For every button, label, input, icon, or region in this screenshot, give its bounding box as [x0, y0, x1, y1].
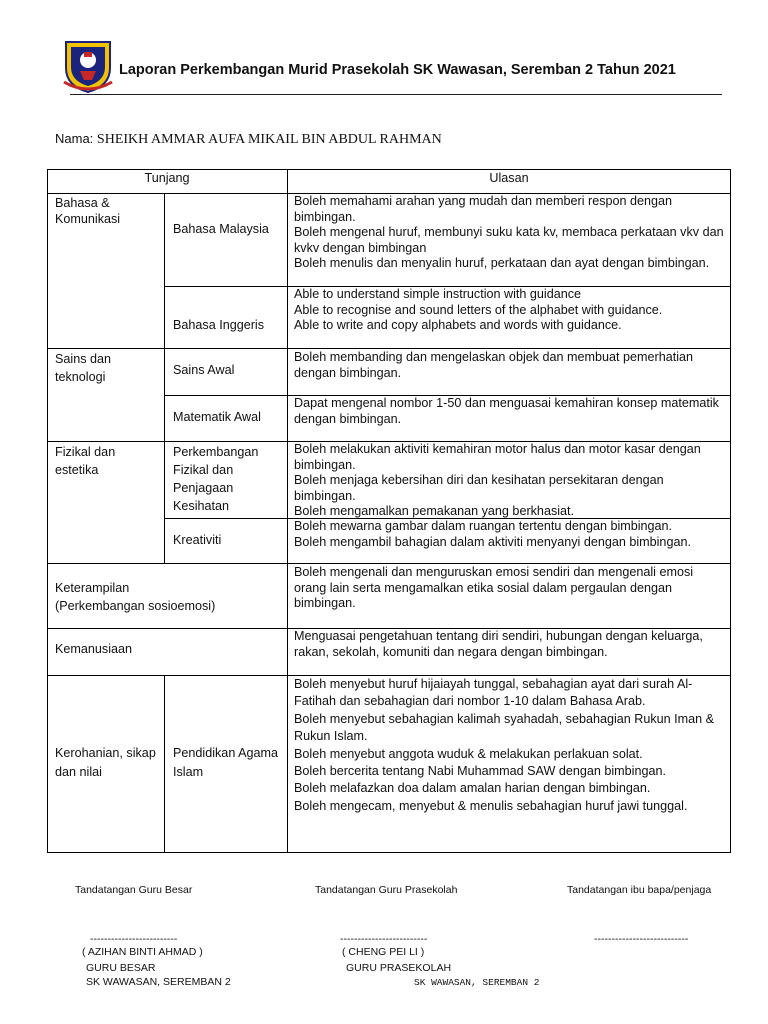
table-border-right [730, 169, 731, 853]
guru-besar-role: GURU BESAR [86, 962, 156, 974]
ulasan-line: Able to recognise and sound letters of the alphabet with guidance. [294, 302, 663, 317]
school-crest-icon [62, 38, 114, 94]
ulasan-matematik-awal [294, 396, 726, 427]
ulasan-kreativiti [294, 519, 726, 550]
guru-besar-school: SK WAWASAN, SEREMBAN 2 [86, 976, 231, 988]
row-divider [47, 348, 731, 349]
ulasan-line: Boleh melafazkan doa dalam amalan harian dengan bimbingan. [294, 781, 651, 796]
subject-divider [164, 193, 165, 563]
ulasan-line: Boleh melakukan aktiviti kemahiran motor halus dan motor kasar dengan bimbingan. [294, 442, 701, 472]
ulasan-line: Boleh mengenal huruf, membunyi suku kata kv, membaca perkataan vkv dan kvkv dengan bimbingan [294, 225, 724, 255]
keterampilan-title: Keterampilan [55, 581, 130, 595]
ulasan-line: Boleh menyebut sebahagian kalimah syahadah, sebahagian Rukun Iman & Rukun Islam. [294, 711, 715, 744]
ulasan-line: Boleh menyebut huruf hijaiayah tunggal, sebahagian ayat dari surah Al-Fatihah dan sebahagian dari nombor 1-10 dalam Bahasa Arab. [294, 677, 693, 709]
ulasan-line: Menguasai pengetahuan tentang diri sendiri, hubungan dengan keluarga, rakan, sekolah, komuniti dan negara dengan bimbingan. [294, 629, 703, 659]
header-ulasan: Ulasan [489, 171, 529, 185]
name-label: Nama: [55, 131, 94, 146]
sig-label-guru-besar: Tandatangan Guru Besar [75, 884, 193, 896]
tunjang-kerohanian: Kerohanian, sikap dan nilai [55, 746, 156, 779]
subject-sains-awal: Sains Awal [173, 363, 235, 377]
guru-prasekolah-school: SK WAWASAN, SEREMBAN 2 [414, 977, 540, 988]
tunjang-keterampilan [55, 579, 285, 615]
table-border-top [47, 169, 731, 170]
ulasan-line: Boleh memahami arahan yang mudah dan memberi respon dengan bimbingan. [294, 194, 673, 224]
ulasan-line: Boleh mengecam, menyebut & menulis sebahagian huruf jawi tunggal. [294, 798, 688, 813]
ulasan-line: Boleh menyebut anggota wuduk & melakukan perlakuan solat. [294, 746, 643, 761]
ulasan-line: Boleh mengenali dan menguruskan emosi sendiri dan mengenali emosi orang lain serta mengamalkan etika sosial dalam pergaulan dengan bimbingan. [294, 565, 694, 611]
subject-pendidikan-islam: Pendidikan Agama Islam [173, 746, 279, 779]
ulasan-perkembangan-fizikal [294, 442, 726, 520]
sig-label-guru-prasekolah: Tandatangan Guru Prasekolah [315, 884, 458, 896]
ulasan-pendidikan-islam [294, 676, 726, 815]
ulasan-line: Boleh menulis dan menyalin huruf, perkataan dan ayat dengan bimbingan. [294, 256, 710, 271]
subject-kreativiti: Kreativiti [173, 533, 222, 547]
report-title: Laporan Perkembangan Murid Prasekolah SK Wawasan, Seremban 2 Tahun 2021 [119, 62, 676, 78]
subject-divider [164, 675, 165, 853]
student-name-line [55, 131, 442, 148]
ulasan-line: Boleh menjaga kebersihan diri dan kesihatan persekitaran dengan bimbingan. [294, 473, 664, 503]
ulasan-line: Able to understand simple instruction with guidance [294, 287, 582, 301]
subject-bahasa-inggeris: Bahasa Inggeris [173, 318, 265, 332]
ulasan-line: Boleh mewarna gambar dalam ruangan tertentu dengan bimbingan. [294, 519, 673, 533]
ulasan-sains-awal [294, 350, 726, 381]
ulasan-bahasa-malaysia [294, 194, 726, 272]
subject-perkembangan-fizikal: Perkembangan Fizikal dan Penjagaan Kesihatan [173, 445, 259, 513]
tunjang-fizikal: Fizikal dan estetika [55, 445, 116, 477]
tunjang-kemanusiaan: Kemanusiaan [55, 642, 133, 656]
row-divider [47, 563, 731, 564]
guru-prasekolah-role: GURU PRASEKOLAH [346, 962, 452, 974]
ulasan-kemanusiaan [294, 629, 726, 660]
subject-matematik-awal: Matematik Awal [173, 410, 261, 424]
ulasan-line: Boleh mengambil bahagian dalam aktiviti menyanyi dengan bimbingan. [294, 534, 691, 549]
ulasan-bahasa-inggeris [294, 287, 726, 334]
ulasan-line: Boleh bercerita tentang Nabi Muhammad SAW dengan bimbingan. [294, 764, 666, 779]
tunjang-bahasa: Bahasa & Komunikasi [55, 196, 121, 226]
sig-line-guru-prasekolah: ------------------------- [340, 933, 428, 945]
assessment-table [47, 169, 731, 853]
sig-label-ibu-bapa: Tandatangan ibu bapa/penjaga [567, 884, 712, 896]
keterampilan-subtitle: (Perkembangan sosioemosi) [55, 599, 216, 613]
ulasan-keterampilan [294, 565, 726, 612]
sig-line-ibu-bapa: --------------------------- [594, 933, 689, 945]
ulasan-line: Dapat mengenal nombor 1-50 dan menguasai kemahiran konsep matematik dengan bimbingan. [294, 396, 719, 426]
ulasan-line: Able to write and copy alphabets and words with guidance. [294, 318, 622, 333]
table-border-bottom [47, 852, 731, 853]
header-divider [70, 94, 722, 95]
ulasan-line: Boleh membanding dan mengelaskan objek dan membuat pemerhatian dengan bimbingan. [294, 350, 694, 380]
column-divider [287, 169, 288, 853]
table-border-left [47, 169, 48, 853]
ulasan-line: Boleh mengamalkan pemakanan yang berkhasiat. [294, 504, 575, 519]
guru-besar-name: ( AZIHAN BINTI AHMAD ) [82, 946, 203, 958]
student-name: SHEIKH AMMAR AUFA MIKAIL BIN ABDUL RAHMAN [96, 132, 442, 147]
guru-prasekolah-name: ( CHENG PEI LI ) [342, 946, 425, 958]
subject-bahasa-malaysia: Bahasa Malaysia [173, 222, 269, 236]
tunjang-sains: Sains dan teknologi [55, 352, 112, 384]
header-tunjang: Tunjang [144, 171, 190, 185]
sig-line-guru-besar: ------------------------- [90, 933, 178, 945]
